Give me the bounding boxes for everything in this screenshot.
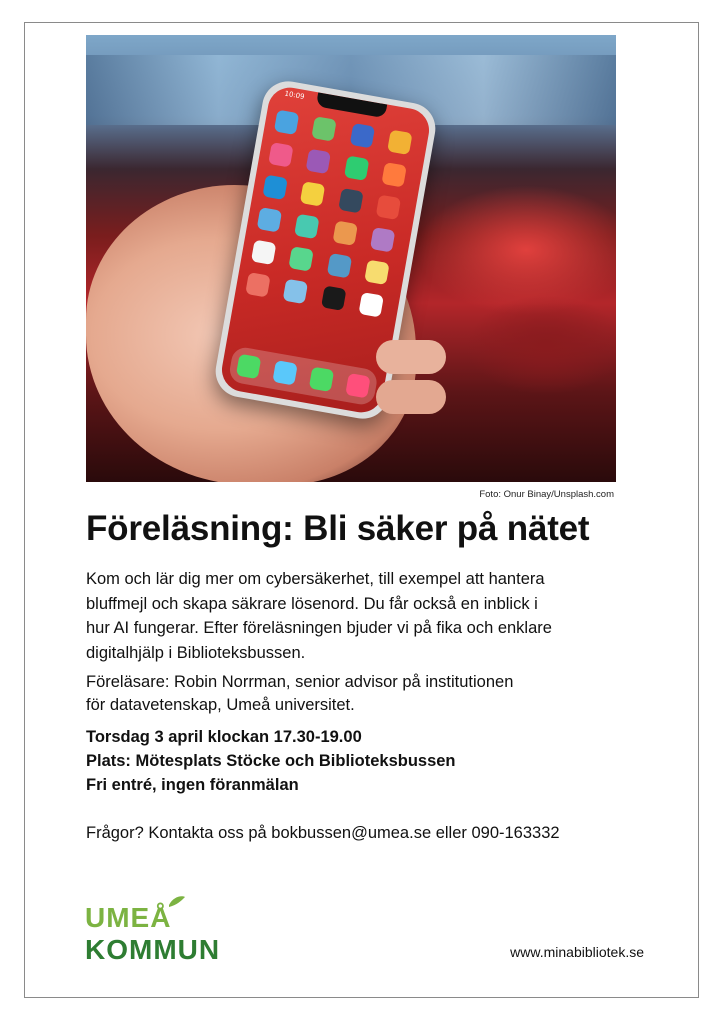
app-icon bbox=[300, 181, 325, 206]
event-details bbox=[86, 725, 456, 797]
description-line: digitalhjälp i Biblioteksbussen. bbox=[86, 643, 306, 662]
finger-shape bbox=[376, 380, 446, 414]
event-date-time: Torsdag 3 april klockan 17.30-19.00 bbox=[86, 728, 362, 746]
dock-app-icon bbox=[345, 373, 370, 398]
app-icon bbox=[257, 207, 282, 232]
hero-photo bbox=[86, 35, 616, 482]
description-line: hur AI fungerar. Efter föreläsningen bjuder vi på fika och enklare bbox=[86, 619, 552, 637]
dock-app-icon bbox=[236, 354, 261, 379]
app-icon bbox=[306, 149, 331, 174]
poster-page bbox=[24, 22, 699, 998]
phone-notch bbox=[315, 92, 386, 118]
app-icon bbox=[332, 220, 357, 245]
app-icon bbox=[387, 129, 412, 154]
dock-app-icon bbox=[309, 367, 334, 392]
phone-time: 10:09 bbox=[283, 89, 306, 101]
umea-kommun-logo bbox=[85, 895, 255, 967]
app-icon bbox=[343, 155, 368, 180]
event-location: Plats: Mötesplats Stöcke och Biblioteksbussen bbox=[86, 752, 456, 770]
app-icon bbox=[338, 188, 363, 213]
app-grid bbox=[245, 110, 420, 319]
lecturer-line: Föreläsare: Robin Norrman, senior advisor på institutionen bbox=[86, 673, 514, 691]
app-icon bbox=[312, 116, 337, 141]
app-icon bbox=[358, 292, 383, 317]
app-icon bbox=[381, 162, 406, 187]
app-icon bbox=[321, 285, 346, 310]
app-icon bbox=[349, 123, 374, 148]
app-icon bbox=[274, 110, 299, 135]
app-icon bbox=[283, 279, 308, 304]
finger-shape bbox=[376, 340, 446, 374]
event-description bbox=[86, 567, 646, 665]
photo-credit: Foto: Onur Binay/Unsplash.com bbox=[479, 489, 614, 500]
event-admission: Fri entré, ingen föranmälan bbox=[86, 776, 299, 794]
app-icon bbox=[245, 272, 270, 297]
description-line: Kom och lär dig mer om cybersäkerhet, till exempel att hantera bbox=[86, 570, 545, 588]
app-icon bbox=[262, 175, 287, 200]
app-dock bbox=[228, 346, 379, 407]
lecturer-info bbox=[86, 671, 646, 716]
lecturer-line: för datavetenskap, Umeå universitet. bbox=[86, 695, 355, 714]
dock-app-icon bbox=[272, 360, 297, 385]
app-icon bbox=[370, 227, 395, 252]
app-icon bbox=[294, 214, 319, 239]
app-icon bbox=[375, 194, 400, 219]
description-line: bluffmejl och skapa säkrare lösenord. Du får också en inblick i bbox=[86, 594, 538, 613]
app-icon bbox=[251, 240, 276, 265]
app-icon bbox=[268, 142, 293, 167]
contact-info: Frågor? Kontakta oss på bokbussen@umea.se eller 090-163332 bbox=[86, 824, 560, 842]
event-title: Föreläsning: Bli säker på nätet bbox=[86, 509, 590, 548]
app-icon bbox=[364, 259, 389, 284]
website-link[interactable]: www.minabibliotek.se bbox=[510, 944, 644, 960]
logo-line1: UMEÅ bbox=[85, 902, 172, 933]
logo-line2: KOMMUN bbox=[85, 934, 221, 965]
app-icon bbox=[326, 253, 351, 278]
background-glow bbox=[466, 295, 616, 395]
app-icon bbox=[289, 246, 314, 271]
